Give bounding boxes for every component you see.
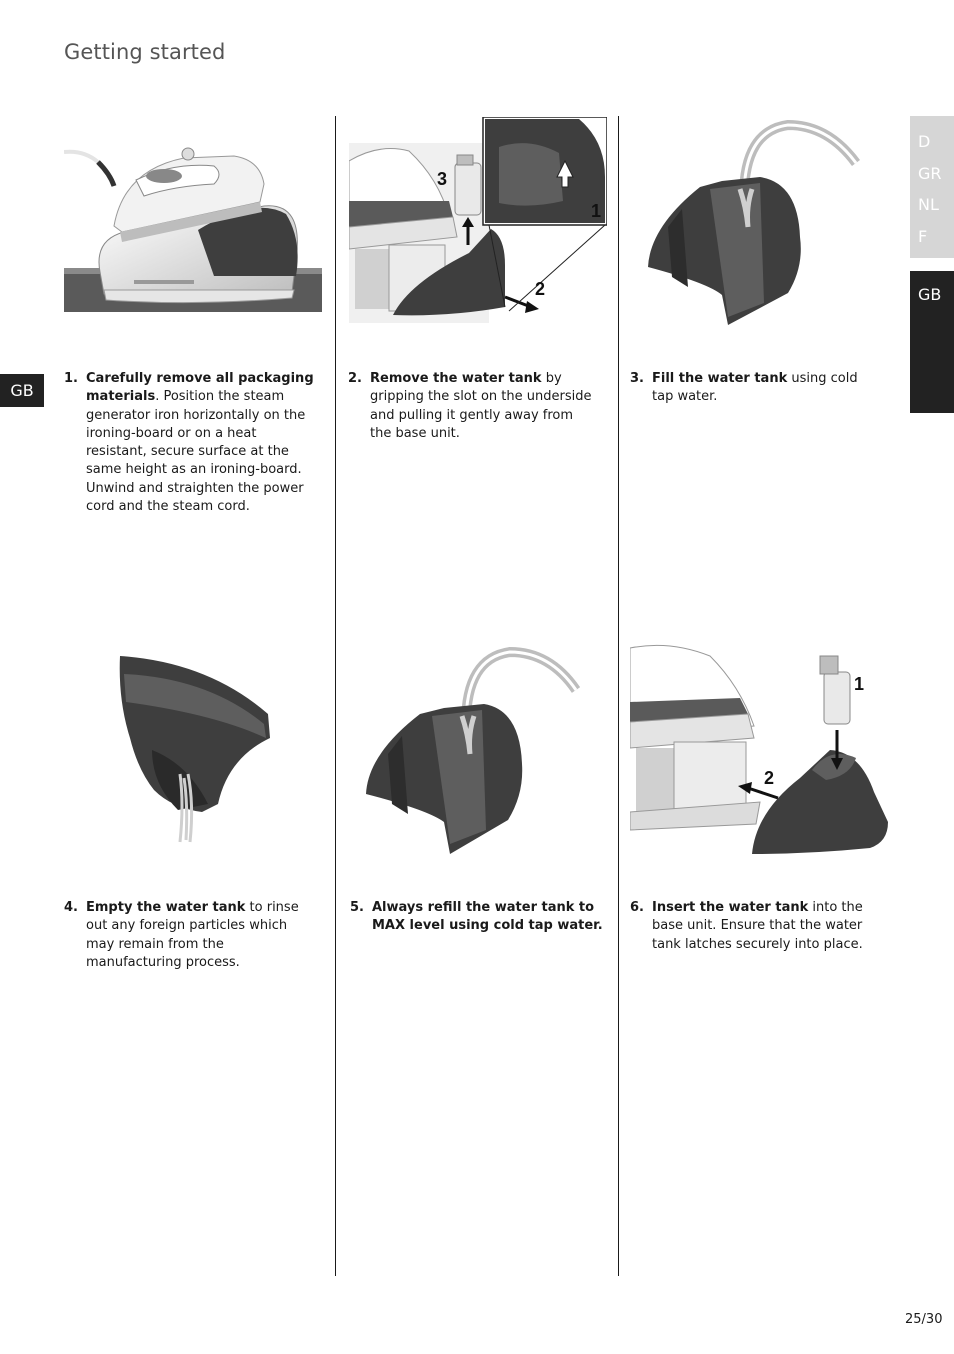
step-number: 3. xyxy=(630,371,644,386)
step-number: 4. xyxy=(64,900,78,915)
step-3 xyxy=(630,370,880,407)
callout-2: 2 xyxy=(535,279,546,299)
step-5 xyxy=(350,899,608,936)
step-number: 6. xyxy=(630,900,644,915)
empty-water-tank-illustration xyxy=(118,654,274,844)
step-number: 1. xyxy=(64,371,78,386)
fill-water-tank-illustration xyxy=(648,117,860,327)
step-bold-text: Empty the water tank xyxy=(86,900,246,915)
language-tab-gb[interactable]: GB xyxy=(0,374,44,407)
step-bold-text: Fill the water tank xyxy=(652,371,788,386)
callout-1: 1 xyxy=(854,674,865,694)
refill-water-tank-illustration xyxy=(366,644,580,856)
step-6 xyxy=(630,899,880,954)
language-list-other xyxy=(910,116,954,258)
step-extra-text: Unwind and straighten the power cord and the steam cord. xyxy=(86,480,304,515)
language-item-gr[interactable]: GR xyxy=(918,163,942,183)
column-divider xyxy=(618,116,619,1276)
callout-3: 3 xyxy=(437,169,448,189)
step-bold-text: Always refill the water tank to MAX level using cold tap water. xyxy=(372,900,603,934)
step-number: 5. xyxy=(350,900,364,915)
step-bold-text: Carefully remove all packaging materials xyxy=(86,371,314,405)
language-current-gb[interactable]: GB xyxy=(910,271,954,413)
step-text: using cold tap water. xyxy=(652,371,858,405)
remove-water-tank-illustration xyxy=(349,117,607,323)
callout-1: 1 xyxy=(591,201,602,221)
steam-iron-on-board-illustration xyxy=(64,140,322,312)
language-item-nl[interactable]: NL xyxy=(918,195,939,214)
language-item-d[interactable]: D xyxy=(918,132,931,151)
step-text: . Position the steam generator iron horizontally on the ironing-board or on a heat resistant, secure surface at the same height as an ironing-board. xyxy=(86,389,306,478)
step-bold-text: Remove the water tank xyxy=(370,371,542,386)
step-4 xyxy=(64,899,314,972)
step-text: to rinse out any foreign particles which may remain from the manufacturing process. xyxy=(86,900,299,970)
step-bold-text: Insert the water tank xyxy=(652,900,809,915)
page-title: Getting started xyxy=(64,40,226,64)
step-number: 2. xyxy=(348,371,362,386)
callout-2: 2 xyxy=(764,768,775,788)
language-item-f[interactable]: F xyxy=(918,226,928,246)
step-text: by gripping the slot on the underside and pulling it gently away from the base unit. xyxy=(370,371,592,441)
step-text: into the base unit. Ensure that the water tank latches securely into place. xyxy=(652,900,863,952)
page-number: 25/30 xyxy=(905,1312,943,1327)
step-1 xyxy=(64,370,314,516)
column-divider xyxy=(335,116,336,1276)
step-2 xyxy=(348,370,598,443)
insert-water-tank-illustration xyxy=(630,642,892,856)
